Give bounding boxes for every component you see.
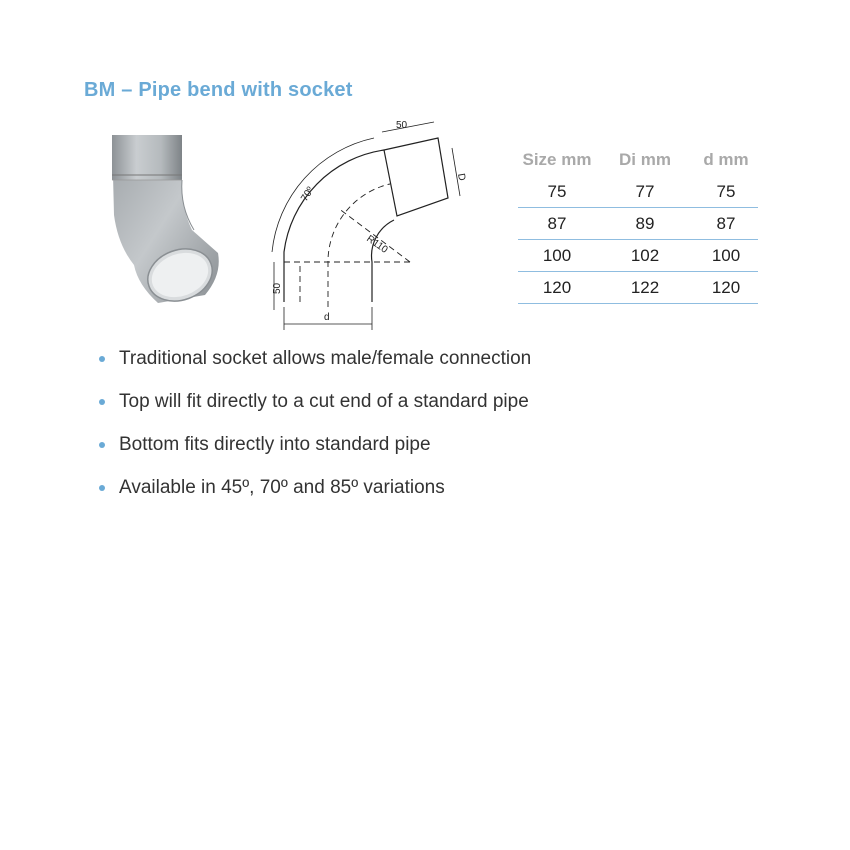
pipe-bend-photo [100, 135, 225, 310]
feature-text: Bottom fits directly into standard pipe [119, 434, 431, 455]
dim-socket-label: D [455, 172, 468, 182]
cell-size: 87 [518, 208, 596, 240]
feature-item [98, 391, 531, 413]
table-row [518, 240, 758, 272]
col-header-size: Size mm [522, 150, 592, 169]
cell-d: 120 [694, 272, 758, 304]
cell-di: 102 [596, 240, 694, 272]
cell-size: 75 [518, 176, 596, 208]
angle-label: 70º [299, 185, 317, 204]
bullet-icon [99, 399, 105, 405]
bullet-icon [99, 485, 105, 491]
size-table [518, 150, 758, 304]
cell-di: 77 [596, 176, 694, 208]
feature-text: Top will fit directly to a cut end of a standard pipe [119, 391, 529, 412]
cell-d: 100 [694, 240, 758, 272]
cell-size: 100 [518, 240, 596, 272]
feature-text: Available in 45º, 70º and 85º variations [119, 477, 445, 498]
cell-di: 122 [596, 272, 694, 304]
drawing-outline [284, 138, 448, 302]
feature-list [98, 348, 531, 520]
feature-item [98, 348, 531, 370]
dim-bottom-label: d [324, 312, 330, 323]
bullet-icon [99, 442, 105, 448]
technical-drawing [262, 112, 472, 337]
feature-text: Traditional socket allows male/female connection [119, 348, 532, 369]
table-header-row [518, 150, 758, 176]
table-row [518, 176, 758, 208]
bullet-icon [99, 356, 105, 362]
dim-top-label: 50 [396, 120, 408, 131]
col-header-d: d mm [703, 150, 749, 169]
feature-item [98, 434, 531, 456]
feature-item [98, 477, 531, 499]
radius-label: R110 [364, 233, 390, 256]
table-row [518, 208, 758, 240]
cell-d: 75 [694, 176, 758, 208]
table-row [518, 272, 758, 304]
cell-d: 87 [694, 208, 758, 240]
cell-di: 89 [596, 208, 694, 240]
drawing-centerlines [284, 184, 410, 307]
cell-size: 120 [518, 272, 596, 304]
dim-side-label: 50 [272, 282, 283, 294]
col-header-di: Di mm [619, 150, 671, 169]
product-title: BM – Pipe bend with socket [84, 79, 353, 101]
